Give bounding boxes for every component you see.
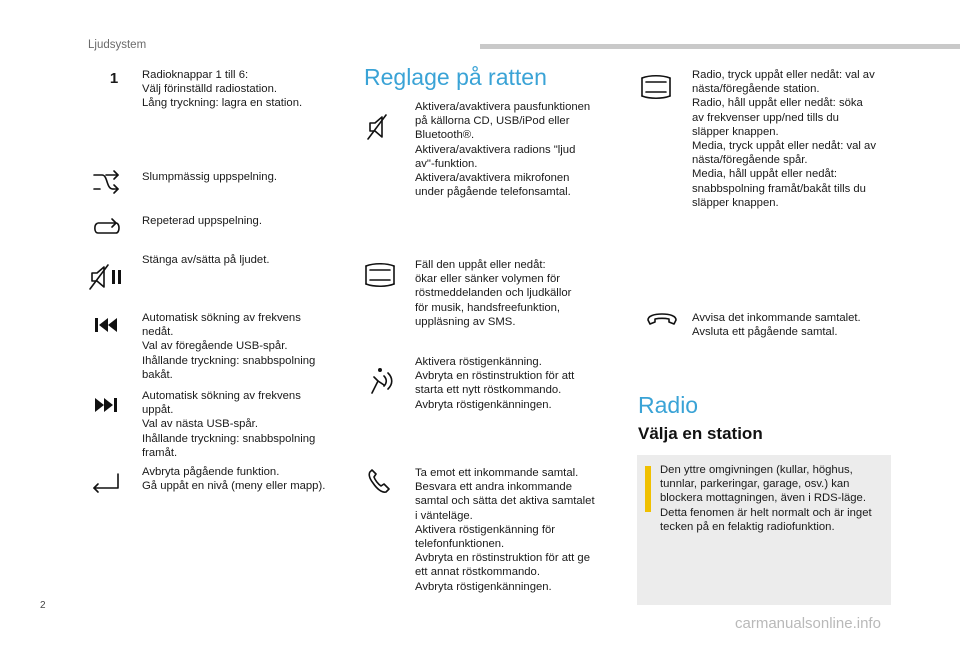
mute-text: Stänga av/sätta på ljudet. xyxy=(142,254,270,266)
seek-scroll-text: Radio, tryck uppåt eller nedåt: val av nästa/föregående station. Radio, håll uppåt eller nedåt: söka av frekvenser upp/ned tills du släpper knappen. Media, tryck uppåt eller nedåt: val av nästa/föregående spår. Media, håll uppåt eller nedåt: snabbspolning framåt/bakåt tills du släpper knappen. xyxy=(692,69,876,209)
mute-pause-icon xyxy=(88,262,124,292)
volume-scroll-icon xyxy=(362,260,398,290)
return-text: Avbryta pågående funktion. Gå uppåt en nivå (meny eller mapp). xyxy=(142,466,326,493)
voice-command-icon xyxy=(362,365,398,395)
skip-forward-icon xyxy=(88,390,124,420)
info-text: Den yttre omgivningen (kullar, höghus, tunnlar, parkeringar, garage, osv.) kan blockera mottagningen, även i RDS-läge. Detta fenomen är helt normalt och är inget tecken på en felaktig radiofunktion. xyxy=(660,464,872,533)
info-icon xyxy=(645,466,651,512)
shuffle-icon xyxy=(88,166,124,196)
page-number: 2 xyxy=(40,600,46,611)
steering-controls-title: Reglage på ratten xyxy=(364,64,547,90)
repeat-text: Repeterad uppspelning. xyxy=(142,215,262,227)
skip-back-text: Automatisk sökning av frekvens nedåt. Val av föregående USB-spår. Ihållande tryckning: snabbspolning bakåt. xyxy=(142,312,316,381)
phone-hangup-icon xyxy=(644,306,680,336)
phone-answer-text: Ta emot ett inkommande samtal. Besvara ett andra inkommande samtal och sätta det aktiva samtalet i vänteläge. Aktivera röstigenkänning för telefonfunktionen. Avbryta en röstinstruktion för att ge ett annat röstkommando. Avbryta röstigenkänningen. xyxy=(415,467,595,593)
header-bar xyxy=(480,44,960,49)
watermark: carmanualsonline.info xyxy=(735,615,881,632)
digit-1-icon: 1 xyxy=(109,70,119,87)
skip-forward-text: Automatisk sökning av frekvens uppåt. Val av nästa USB-spår. Ihållande tryckning: snabbspolning framåt. xyxy=(142,390,316,459)
volume-scroll-text: Fäll den uppåt eller nedåt: ökar eller sänker volymen för röstmeddelanden och ljudkällor för musik, handsfreefunktion, uppläsning av SMS. xyxy=(415,259,572,328)
phone-hangup-text: Avvisa det inkommande samtalet. Avsluta ett pågående samtal. xyxy=(692,312,861,339)
shuffle-text: Slumpmässig uppspelning. xyxy=(142,171,278,183)
radio-buttons-text: Radioknappar 1 till 6: Välj förinställd radiostation. Lång tryckning: lagra en station. xyxy=(142,69,303,110)
steering-mute-icon xyxy=(362,112,398,142)
seek-scroll-icon xyxy=(638,72,674,102)
voice-command-text: Aktivera röstigenkänning. Avbryta en röstinstruktion för att starta ett nytt röstkommando. Avbryta röstigenkänningen. xyxy=(415,356,575,411)
choose-station-title: Välja en station xyxy=(638,424,763,443)
phone-answer-icon xyxy=(362,467,398,497)
return-icon xyxy=(88,468,124,498)
steering-mute-text: Aktivera/avaktivera pausfunktionen på källorna CD, USB/iPod eller Bluetooth®. Aktivera/avaktivera radions "ljud av"-funktion. Aktivera/avaktivera mikrofonen under pågående telefonsamtal. xyxy=(415,101,591,199)
radio-title: Radio xyxy=(638,392,699,418)
skip-back-icon xyxy=(88,310,124,340)
repeat-icon xyxy=(88,212,124,242)
section-header: Ljudsystem xyxy=(88,39,147,51)
